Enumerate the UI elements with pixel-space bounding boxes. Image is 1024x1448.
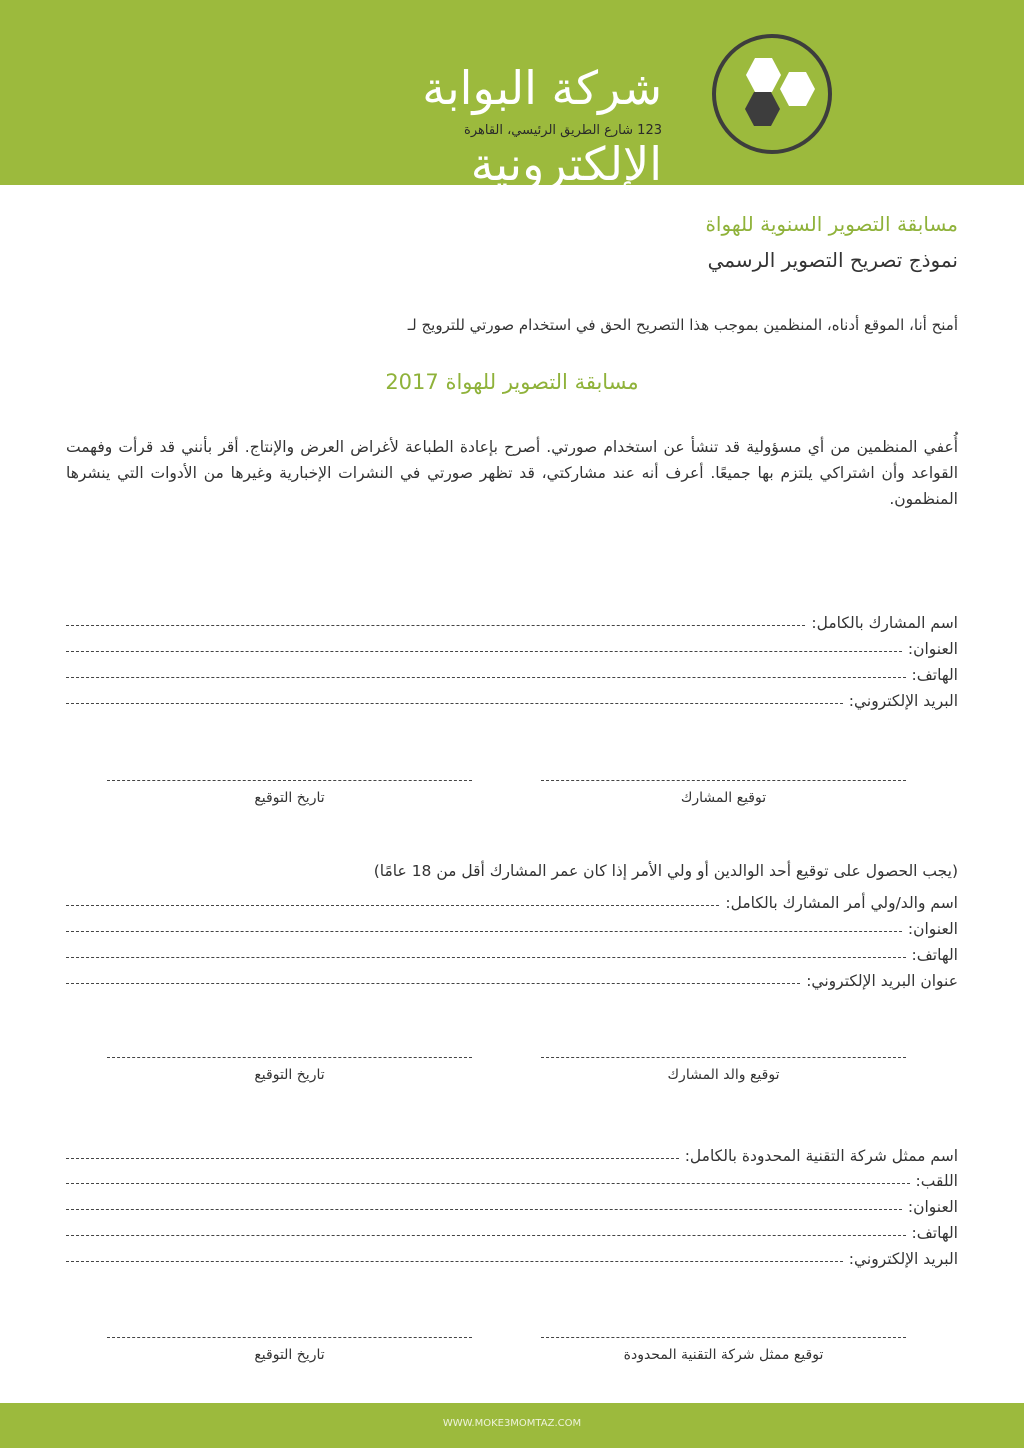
- page-footer: [0, 1403, 1024, 1448]
- representative-phone-label: الهاتف:: [911, 1224, 958, 1242]
- representative-date-line[interactable]: [107, 1337, 472, 1338]
- participant-email-line[interactable]: [66, 703, 843, 704]
- representative-phone-line[interactable]: [66, 1235, 906, 1236]
- guardian-email-field[interactable]: [66, 966, 958, 990]
- participant-address-line[interactable]: [66, 651, 902, 652]
- guardian-name-field[interactable]: [66, 888, 958, 912]
- page-header: [0, 0, 1024, 191]
- guardian-address-line[interactable]: [66, 931, 902, 932]
- participant-name-line[interactable]: [66, 625, 805, 626]
- guardian-name-label: اسم والد/ولي أمر المشارك بالكامل:: [725, 894, 958, 912]
- representative-title-label: اللقب:: [915, 1172, 958, 1190]
- participant-name-label: اسم المشارك بالكامل:: [811, 614, 958, 632]
- participant-email-field[interactable]: [66, 686, 958, 710]
- representative-name-line[interactable]: [66, 1158, 679, 1159]
- participant-name-field[interactable]: [66, 608, 958, 632]
- participant-phone-field[interactable]: [66, 660, 958, 684]
- representative-name-field[interactable]: [66, 1141, 958, 1165]
- logo-hexagon-top: [746, 58, 781, 92]
- footer-website: WWW.MOKE3MOMTAZ.COM: [442, 1418, 582, 1429]
- guardian-email-label: عنوان البريد الإلكتروني:: [806, 972, 958, 990]
- hexagons-logo-icon: [711, 29, 833, 159]
- release-paragraph: أُعفي المنظمين من أي مسؤولية قد تنشأ عن استخدام صورتي. أصرح بإعادة الطباعة لأغراض العرض والإنتاج. أقر بأنني قد قرأت وفهمت القواعد وأن اشتراكي يلتزم بها جميعًا. أعرف أنه عند مشاركتي، قد تظهر صورتي في النشرات الإخبارية وغيرها من الأدوات التي ينشرها المنظمون.: [66, 438, 958, 508]
- guardian-note: (يجب الحصول على توقيع أحد الوالدين أو ولي الأمر إذا كان عمر المشارك أقل من 18 عامًا): [373, 862, 958, 880]
- company-address: 123 شارع الطريق الرئيسي، القاهرة: [464, 123, 662, 138]
- guardian-date[interactable]: [107, 1057, 472, 1097]
- representative-email-line[interactable]: [66, 1261, 843, 1262]
- guardian-phone-label: الهاتف:: [911, 946, 958, 964]
- logo-hexagon-bottom: [745, 92, 780, 126]
- representative-address-line[interactable]: [66, 1209, 902, 1210]
- form-title: نموذج تصريح التصوير الرسمي: [707, 248, 958, 272]
- representative-address-field[interactable]: [66, 1192, 958, 1216]
- representative-signature-line[interactable]: [541, 1337, 906, 1338]
- representative-email-field[interactable]: [66, 1244, 958, 1268]
- participant-signature-label: توقيع المشارك: [680, 790, 767, 806]
- representative-email-label: البريد الإلكتروني:: [848, 1250, 958, 1268]
- participant-phone-label: الهاتف:: [911, 666, 958, 684]
- participant-signature[interactable]: [541, 780, 906, 820]
- participant-signature-line[interactable]: [541, 780, 906, 781]
- participant-email-label: البريد الإلكتروني:: [848, 692, 958, 710]
- guardian-address-label: العنوان:: [907, 920, 958, 938]
- representative-title-line[interactable]: [66, 1183, 910, 1184]
- participant-phone-line[interactable]: [66, 677, 906, 678]
- participant-address-label: العنوان:: [907, 640, 958, 658]
- contest-name: [0, 370, 1024, 394]
- guardian-date-label: تاريخ التوقيع: [254, 1067, 325, 1083]
- guardian-address-field[interactable]: [66, 914, 958, 938]
- representative-signature[interactable]: [541, 1337, 906, 1377]
- participant-date-line[interactable]: [107, 780, 472, 781]
- guardian-phone-line[interactable]: [66, 957, 906, 958]
- representative-name-label: اسم ممثل شركة التقنية المحدودة بالكامل:: [684, 1147, 958, 1165]
- participant-date-label: تاريخ التوقيع: [254, 790, 325, 806]
- contest-name-text: مسابقة التصوير للهواة 2017: [385, 370, 639, 394]
- representative-date[interactable]: [107, 1337, 472, 1377]
- guardian-date-line[interactable]: [107, 1057, 472, 1058]
- company-name: شركة البوابة الإلكترونية: [422, 61, 662, 191]
- competition-title: مسابقة التصوير السنوية للهواة: [705, 212, 958, 236]
- guardian-signature-label: توقيع والد المشارك: [667, 1067, 780, 1083]
- logo-hexagon-right: [780, 72, 815, 106]
- guardian-email-line[interactable]: [66, 983, 800, 984]
- participant-address-field[interactable]: [66, 634, 958, 658]
- representative-phone-field[interactable]: [66, 1218, 958, 1242]
- guardian-signature-line[interactable]: [541, 1057, 906, 1058]
- guardian-name-line[interactable]: [66, 905, 719, 906]
- representative-title-field[interactable]: [66, 1166, 958, 1190]
- participant-date[interactable]: [107, 780, 472, 820]
- guardian-signature[interactable]: [541, 1057, 906, 1097]
- grant-statement: أمنح أنا، الموقع أدناه، المنظمين بموجب هذا التصريح الحق في استخدام صورتي للترويج لـ: [407, 316, 958, 334]
- representative-signature-label: توقيع ممثل شركة التقنية المحدودة: [623, 1347, 824, 1363]
- representative-address-label: العنوان:: [907, 1198, 958, 1216]
- guardian-phone-field[interactable]: [66, 940, 958, 964]
- representative-date-label: تاريخ التوقيع: [254, 1347, 325, 1363]
